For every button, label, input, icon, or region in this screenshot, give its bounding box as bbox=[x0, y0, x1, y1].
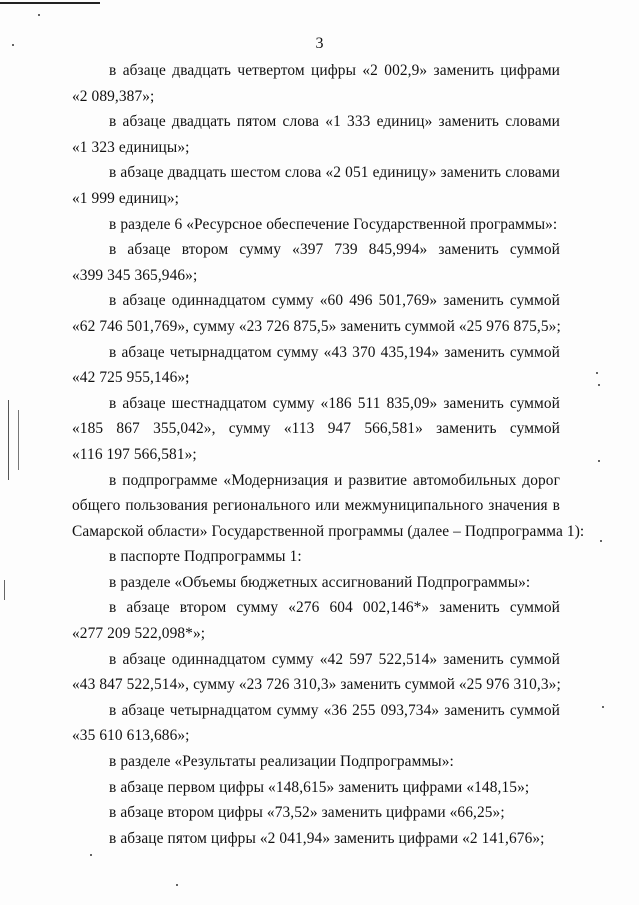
document-line: в паспорте Подпрограммы 1: bbox=[109, 548, 302, 566]
document-line: Самарской области» Государственной программы (далее – Подпрограмма 1): bbox=[72, 522, 585, 540]
document-line: «62 746 501,769», сумму «23 726 875,5» заменить суммой «25 976 875,5»; bbox=[72, 317, 561, 335]
scan-artifact-dot bbox=[38, 14, 40, 16]
document-line: в абзаце одиннадцатом сумму «42 597 522,514» заменить суммой bbox=[109, 650, 560, 668]
document-line: в абзаце втором сумму «397 739 845,994» заменить суммой bbox=[109, 241, 560, 259]
document-line: «277 209 522,098*»; bbox=[72, 625, 206, 643]
scan-artifact-dot bbox=[596, 372, 598, 374]
document-line: в абзаце четырнадцатом сумму «43 370 435,194» заменить суммой bbox=[109, 343, 560, 361]
document-line: в абзаце втором сумму «276 604 002,146*» заменить суммой bbox=[109, 599, 560, 617]
scan-artifact-dot bbox=[600, 540, 602, 542]
document-line: «2 089,387»; bbox=[72, 87, 155, 105]
scan-artifact-left-edge bbox=[8, 400, 9, 480]
page-number: 3 bbox=[315, 35, 324, 52]
document-line: «1 999 единиц»; bbox=[72, 189, 180, 207]
document-line: «116 197 566,581»; bbox=[72, 445, 197, 463]
document-line: в абзаце двадцать четвертом цифры «2 002,9» заменить цифрами bbox=[109, 62, 560, 79]
document-line: в разделе «Объемы бюджетных ассигнований Подпрограммы»: bbox=[109, 573, 531, 591]
scan-artifact-dot bbox=[90, 854, 92, 856]
document-line: в абзаце пятом цифры «2 041,94» заменить цифрами «2 141,676»; bbox=[109, 829, 545, 847]
document-line: «185 867 355,042», сумму «113 947 566,581» заменить суммой bbox=[72, 420, 560, 438]
scan-artifact-dot bbox=[598, 460, 600, 462]
document-line: в подпрограмме «Модернизация и развитие автомобильных дорог bbox=[109, 471, 560, 489]
document-line: «35 610 613,686»; bbox=[72, 727, 190, 745]
document-line: в абзаце двадцать шестом слова «2 051 единицу» заменить словами bbox=[109, 164, 560, 182]
scan-artifact-dot bbox=[598, 384, 600, 386]
document-line: в разделе «Результаты реализации Подпрограммы»: bbox=[109, 753, 454, 771]
scan-artifact-dot bbox=[176, 884, 178, 886]
document-line: «1 323 единицы»; bbox=[72, 138, 190, 156]
document-line: в абзаце четырнадцатом сумму «36 255 093,734» заменить суммой bbox=[109, 701, 560, 719]
document-line: в абзаце двадцать пятом слова «1 333 единиц» заменить словами bbox=[109, 113, 560, 131]
document-line: в разделе 6 «Ресурсное обеспечение Государственной программы»: bbox=[109, 215, 558, 233]
document-line: общего пользования регионального или межмуниципального значения в bbox=[72, 497, 560, 515]
scan-artifact-dot bbox=[602, 706, 604, 708]
document-line: «43 847 522,514», сумму «23 726 310,3» заменить суммой «25 976 310,3»; bbox=[72, 676, 561, 694]
scan-artifact-top-line bbox=[0, 2, 100, 4]
document-line: в абзаце втором цифры «73,52» заменить цифрами «66,25»; bbox=[109, 804, 505, 822]
document-line: «399 345 365,946»; bbox=[72, 266, 198, 284]
document-line: в абзаце одиннадцатом сумму «60 496 501,769» заменить суммой bbox=[109, 292, 560, 310]
document-line: в абзаце шестнадцатом сумму «186 511 835,09» заменить суммой bbox=[109, 394, 560, 412]
document-line: в абзаце первом цифры «148,615» заменить цифрами «148,15»; bbox=[109, 778, 530, 796]
document-body bbox=[72, 58, 585, 851]
scan-artifact-left-edge bbox=[18, 410, 19, 470]
scan-artifact-left-edge bbox=[4, 580, 5, 600]
document-line: «42 725 955,146»; bbox=[72, 369, 190, 387]
